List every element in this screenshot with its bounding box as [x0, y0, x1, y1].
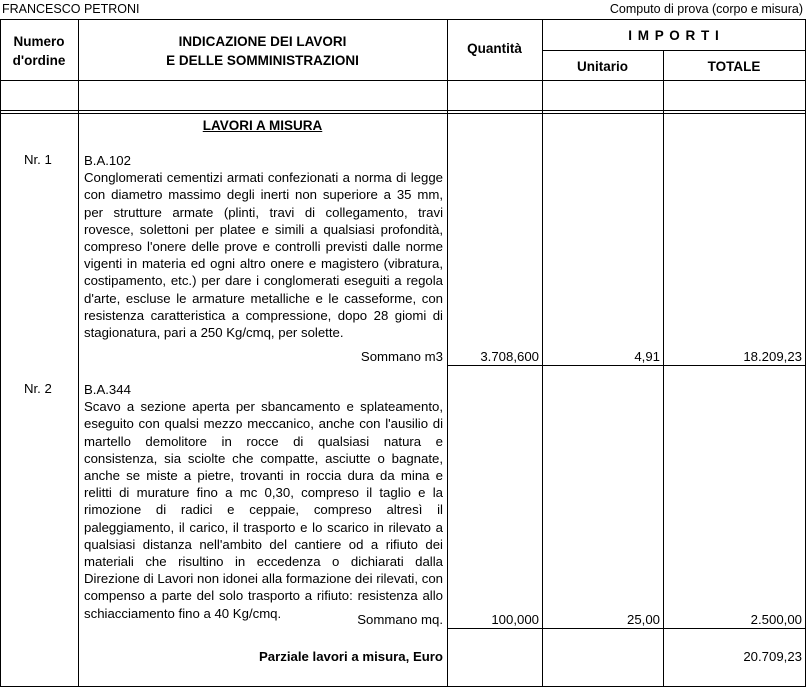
- item-quantity: 100,000: [491, 612, 539, 627]
- item-description: Scavo a sezione aperta per sbancamento e splateamento, eseguito con qualsi mezzo meccanico, anche con l'ausilio di martello demolitore in rocce di qualsiasi natura e consistenza, sia sciolte che compatte, asciutte o bagnate, anche se miste a pietre, trovanti in roccia dura da mina e relitti di murature fino a mc 0,30, compreso il taglio e la rimozione di radici e ceppaie, compreso altresì il paleggiamento, il carico, il trasporto e lo scarico in rilevato a qualsiasi distanza nell'ambito del cantiere od a rifiuto dei materiali che risultino in eccedenza o dichiarati dalla Direzione di Lavori non idonei alla formazione dei rilevati, con compenso a parte del solo trasporto a rifiuto: resistenza allo schiacciamento fino a 40 Kg/cmq.: [84, 399, 443, 621]
- item-description-block: [84, 152, 443, 341]
- item-code: B.A.344: [84, 382, 131, 397]
- item-unit-price: 25,00: [626, 612, 660, 627]
- header-bottom-line: [0, 80, 806, 81]
- item-description: Conglomerati cementizi armati confezionati a norma di legge con diametro massimo degli inerti non superiore a 35 mm, per strutture armate (plinti, travi di collegamento, travi rovesce, solettoni per platee e simili a qualsiasi profondità, compreso l'onere delle prove e controlli previsti dalle norme vigenti in materia ed ogni altro onere e magistero (vibratura, costipamento, etc.) per dare i conglomerati eseguiti a regola d'arte, escluse le armature metalliche e le casseforme, con resistenza caratteristica a compressione, dopo 28 giomi di stagionatura, pari a 250 Kg/cmq, per solette.: [84, 170, 443, 341]
- table-right-border: [805, 19, 806, 687]
- section-title: LAVORI A MISURA: [202, 118, 323, 133]
- header-description-line2: E DELLE SOMMINISTRAZIONI: [166, 53, 359, 68]
- header-number-line2: d'ordine: [12, 53, 66, 68]
- double-line-top: [0, 110, 806, 111]
- header-amounts: I M P O R T I: [628, 28, 720, 43]
- item-separator: [447, 628, 806, 629]
- table-left-border: [0, 19, 1, 687]
- partial-total-value: 20.709,23: [743, 649, 802, 664]
- header-total: TOTALE: [707, 59, 761, 74]
- item-unit-price: 4,91: [634, 349, 660, 364]
- header-description: [78, 32, 447, 70]
- header-number-line1: Numero: [13, 34, 65, 49]
- item-sum-label: Sommano m3: [360, 349, 443, 364]
- item-quantity: 3.708,600: [480, 349, 539, 364]
- double-line-bottom: [0, 113, 806, 114]
- document-title: Computo di prova (corpo e misura): [609, 2, 803, 16]
- item-code: B.A.102: [84, 153, 131, 168]
- item-number: Nr. 2: [24, 381, 52, 396]
- header-quantity: Quantità: [467, 41, 522, 56]
- table-bottom-border: [0, 686, 806, 687]
- partial-total-label: Parziale lavori a misura, Euro: [259, 649, 443, 664]
- item-sum-label: Sommano mq.: [357, 612, 443, 627]
- item-number: Nr. 1: [24, 152, 52, 167]
- item-description-block: [84, 381, 443, 622]
- header-number: [0, 32, 78, 70]
- header-description-line1: INDICAZIONE DEI LAVORI: [178, 34, 347, 49]
- header-unit-price: Unitario: [576, 59, 628, 74]
- item-total: 18.209,23: [743, 349, 802, 364]
- table-top-border: [0, 19, 806, 20]
- amounts-divider: [542, 50, 806, 51]
- author-name: FRANCESCO PETRONI: [2, 2, 140, 16]
- column-divider: [663, 50, 664, 687]
- item-separator: [447, 365, 806, 366]
- item-total: 2.500,00: [750, 612, 802, 627]
